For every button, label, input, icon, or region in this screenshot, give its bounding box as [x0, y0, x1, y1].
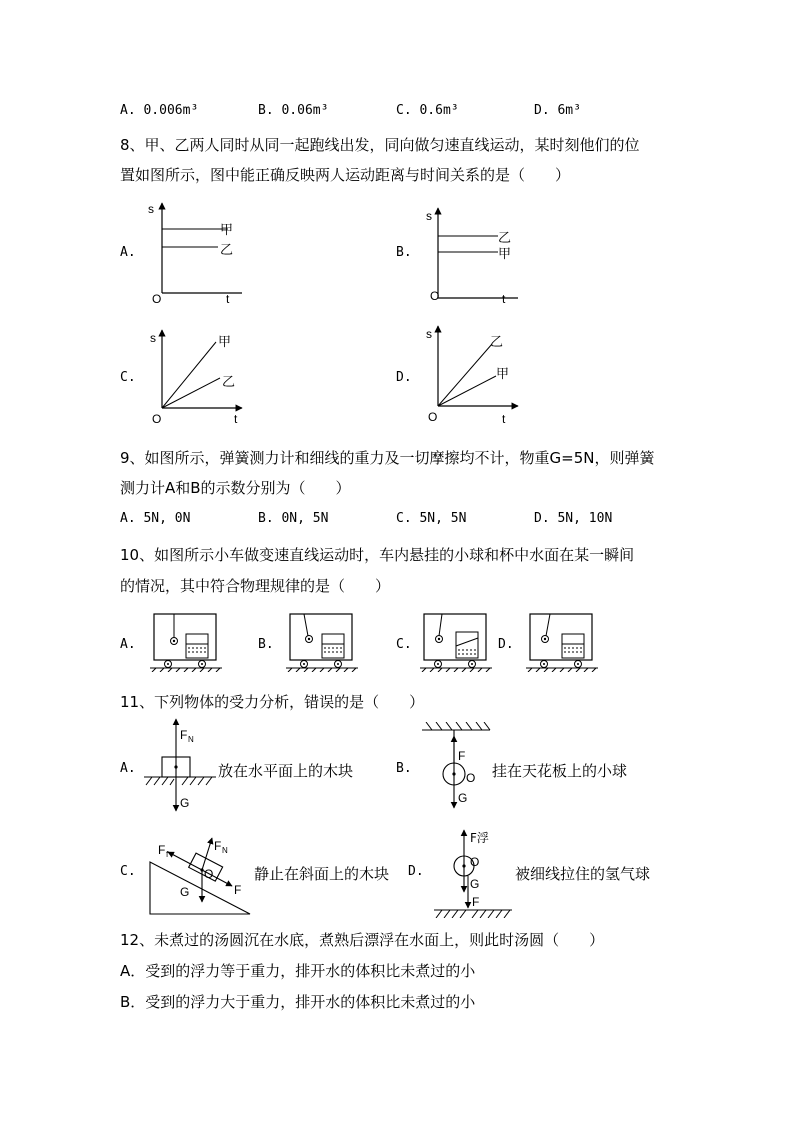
origin-label: O: [152, 412, 162, 426]
origin-label: O: [430, 289, 440, 303]
q10-car-d: [524, 610, 600, 672]
q8-letter-a: A.: [120, 245, 136, 260]
q12-option-a: A．受到的浮力等于重力，排开水的体积比未煮过的小: [120, 962, 476, 980]
q8-graph-c: [140, 322, 250, 432]
q12-option-b: B．受到的浮力大于重力，排开水的体积比未煮过的小: [120, 993, 476, 1011]
q11-desc-c: 静止在斜面上的木块: [254, 865, 390, 883]
q8-graph-b: [416, 200, 526, 310]
graph-b-bottom-label: 甲: [498, 247, 512, 262]
graph-a-top-label: 甲: [220, 223, 234, 238]
q8-stem-line2: 置如图所示，图中能正确反映两人运动距离与时间关系的是（ ）: [120, 166, 571, 184]
q11-diagram-c: [146, 832, 254, 918]
svg-text:F: F: [158, 843, 166, 857]
svg-text:G: G: [180, 885, 190, 899]
q10-car-a: [148, 610, 224, 672]
q9-option-a: A. 5N, 0N: [120, 511, 191, 526]
graph-b-top-label: 乙: [498, 231, 512, 246]
axis-t-label: t: [234, 412, 238, 426]
svg-text:F浮: F浮: [470, 831, 489, 845]
q7-option-b: B. 0.06m³: [258, 103, 329, 118]
graph-d-bottom-label: 甲: [496, 367, 510, 382]
q9-stem-line2: 测力计A和B的示数分别为（ ）: [120, 479, 351, 497]
graph-c-bottom-label: 乙: [222, 375, 236, 390]
svg-text:G: G: [180, 796, 190, 810]
axis-s-label: s: [426, 209, 432, 223]
axis-s-label: s: [150, 331, 156, 345]
q8-letter-c: C.: [120, 370, 136, 385]
q7-option-c: C. 0.6m³: [396, 103, 459, 118]
svg-text:O: O: [466, 771, 476, 785]
q10-stem-line2: 的情况，其中符合物理规律的是（ ）: [120, 577, 391, 595]
q10-letter-a: A.: [120, 637, 136, 652]
svg-text:F: F: [180, 728, 188, 742]
q8-graph-a: [140, 195, 250, 305]
q11-diagram-b: [418, 722, 498, 814]
q10-letter-d: D.: [498, 637, 514, 652]
svg-text:F: F: [234, 883, 242, 897]
q8-stem-line1: 8、甲、乙两人同时从同一起跑线出发，同向做匀速直线运动，某时刻他们的位: [120, 136, 640, 154]
q8-letter-b: B.: [396, 245, 412, 260]
svg-text:O: O: [470, 855, 480, 869]
q11-letter-c: C.: [120, 864, 136, 879]
svg-text:F: F: [214, 839, 222, 853]
q11-letter-d: D.: [408, 864, 424, 879]
q11-stem: 11、下列物体的受力分析，错误的是（ ）: [120, 693, 425, 711]
axis-t-label: t: [502, 412, 506, 426]
origin-label: O: [152, 292, 162, 305]
origin-label: O: [428, 410, 438, 424]
q12-stem: 12、未煮过的汤圆沉在水底，煮熟后漂浮在水面上，则此时汤圆（ ）: [120, 931, 605, 949]
q10-car-b: [284, 610, 360, 672]
svg-text:N: N: [222, 846, 228, 855]
graph-d-top-label: 乙: [490, 335, 504, 350]
svg-text:N: N: [188, 735, 194, 744]
q11-letter-a: A.: [120, 761, 136, 776]
axis-s-label: s: [148, 202, 154, 216]
svg-text:f: f: [166, 850, 169, 859]
q10-stem-line1: 10、如图所示小车做变速直线运动时，车内悬挂的小球和杯中水面在某一瞬间: [120, 546, 635, 564]
q9-option-c: C. 5N, 5N: [396, 511, 467, 526]
q11-desc-d: 被细线拉住的氢气球: [515, 865, 651, 883]
q11-diagram-d: [430, 826, 520, 918]
svg-text:G: G: [458, 791, 468, 805]
q8-graph-d: [416, 322, 526, 432]
svg-text:G: G: [470, 877, 480, 891]
axis-t-label: t: [502, 292, 506, 306]
q11-desc-b: 挂在天花板上的小球: [492, 762, 628, 780]
q11-desc-a: 放在水平面上的木块: [218, 762, 354, 780]
axis-t-label: t: [226, 292, 230, 305]
q8-letter-d: D.: [396, 370, 412, 385]
svg-text:F: F: [472, 895, 480, 909]
q7-option-d: D. 6m³: [534, 103, 581, 118]
graph-c-top-label: 甲: [218, 335, 232, 350]
svg-text:O: O: [204, 867, 214, 881]
q10-letter-b: B.: [258, 637, 274, 652]
q10-car-c: [418, 610, 494, 672]
graph-a-bottom-label: 乙: [220, 243, 234, 258]
q11-diagram-a: [140, 715, 220, 815]
axis-s-label: s: [426, 327, 432, 341]
q7-option-a: A. 0.006m³: [120, 103, 199, 118]
q9-stem-line1: 9、如图所示，弹簧测力计和细线的重力及一切摩擦均不计，物重G=5N，则弹簧: [120, 449, 655, 467]
q9-option-d: D. 5N, 10N: [534, 511, 613, 526]
svg-text:F: F: [458, 749, 466, 763]
q10-letter-c: C.: [396, 637, 412, 652]
q9-option-b: B. 0N, 5N: [258, 511, 329, 526]
q11-letter-b: B.: [396, 761, 412, 776]
